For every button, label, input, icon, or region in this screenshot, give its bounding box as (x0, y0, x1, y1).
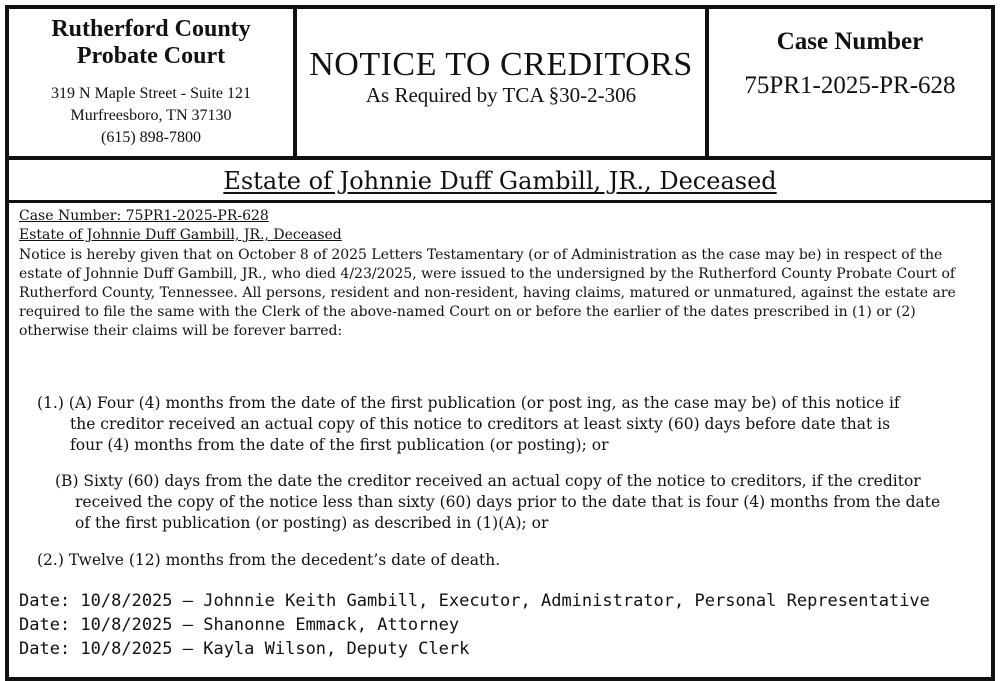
court-address-line1: 319 N Maple Street - Suite 121 (51, 85, 251, 102)
item-1b-line1: (B) Sixty (60) days from the date the creditor received an actual copy of the notice to creditors, if the creditor (55, 472, 921, 490)
court-address (9, 83, 293, 149)
item-1b-line2: received the copy of the notice less than sixty (60) days prior to the date that is four (4) months from the date (75, 493, 941, 511)
notice-paragraph: Notice is hereby given that on October 8 of 2025 Letters Testamentary (or of Administration as the case may be) in respect of the estate of Johnnie Duff Gambill, JR., who died 4/23/2025, were issued to the undersigned by the Rutherford County Probate Court of Rutherford County, Tennessee. All persons, resident and non-resident, having claims, matured or unmatured, against the estate are required to file the same with the Clerk of the above-named Court on or before the earlier of the dates prescribed in (1) or (2) otherwise their claims will be forever barred: (19, 247, 956, 339)
case-number-value: 75PR1-2025-PR-628 (744, 72, 956, 99)
item-1a-line2: the creditor received an actual copy of this notice to creditors at least sixty (60) days before date that is (70, 415, 891, 433)
signature-line-attorney: Date: 10/8/2025 — Shanonne Emmack, Attorney (19, 615, 460, 635)
signature-line-deputy-clerk: Date: 10/8/2025 — Kayla Wilson, Deputy Clerk (19, 639, 470, 659)
court-phone: (615) 898-7800 (101, 129, 201, 146)
notice-title-cell (297, 9, 709, 156)
notice-title: NOTICE TO CREDITORS (309, 46, 693, 83)
item-2: (2.) Twelve (12) months from the decedent’s date of death. (37, 551, 501, 569)
notice-header (9, 9, 991, 160)
item-1b-line3: of the first publication (or posting) as described in (1)(A); or (75, 514, 549, 532)
estate-title-bar (9, 160, 991, 203)
case-number-label: Case Number (776, 28, 924, 55)
estate-reference: Estate of Johnnie Duff Gambill, JR., Deceased (19, 227, 342, 243)
item-1a-line1: (1.) (A) Four (4) months from the date of the first publication (or post ing, as the case may be) of this notice if (37, 394, 900, 412)
notice-subtitle: As Required by TCA §30-2-306 (365, 83, 637, 107)
court-address-line2: Murfreesboro, TN 37130 (70, 107, 232, 124)
notice-body (19, 207, 981, 341)
court-name-line1: Rutherford County (51, 16, 251, 42)
court-info-cell (9, 9, 297, 156)
signature-line-executor: Date: 10/8/2025 — Johnnie Keith Gambill, Executor, Administrator, Personal Representative (19, 591, 930, 611)
court-name-line2: Probate Court (76, 43, 226, 69)
case-reference: Case Number: 75PR1-2025-PR-628 (19, 208, 269, 224)
estate-title: Estate of Johnnie Duff Gambill, JR., Deceased (223, 167, 777, 195)
case-number-cell (709, 9, 991, 156)
item-1a-line3: four (4) months from the date of the first publication (or posting); or (70, 436, 609, 454)
notice-frame (5, 5, 995, 681)
